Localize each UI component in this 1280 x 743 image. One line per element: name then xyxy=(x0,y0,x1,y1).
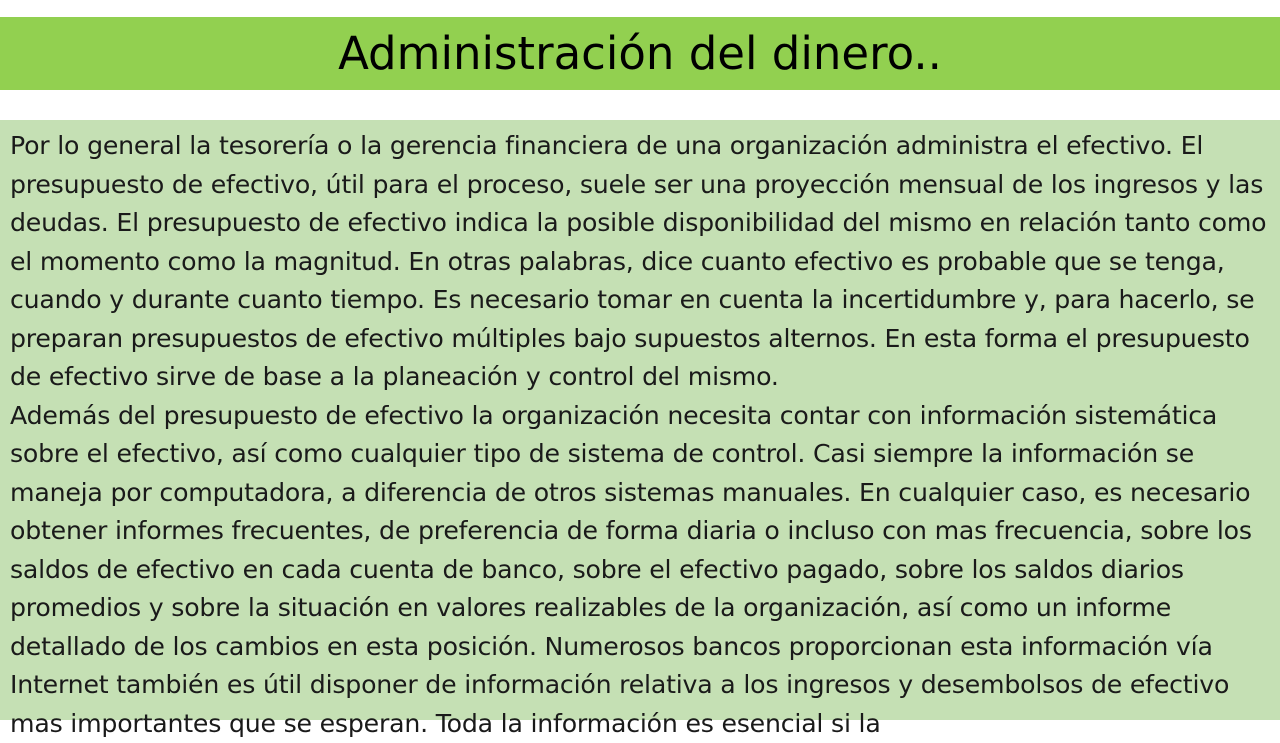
paragraph-1: Por lo general la tesorería o la gerencia financiera de una organización administra el efectivo. El presupuesto de efectivo, útil para el proceso, suele ser una proyección mensual de los ingresos y las deudas. El presupuesto de efectivo indica la posible disponibilidad del mismo en relación tanto como el momento como la magnitud. En otras palabras, dice cuanto efectivo es probable que se tenga, cuando y durante cuanto tiempo. Es necesario tomar en cuenta la incertidumbre y, para hacerlo, se preparan presupuestos de efectivo múltiples bajo supuestos alternos. En esta forma el presupuesto de efectivo sirve de base a la planeación y control del mismo. xyxy=(10,127,1274,397)
title-bar xyxy=(0,17,1280,90)
content-box xyxy=(0,120,1280,720)
paragraph-2: Además del presupuesto de efectivo la organización necesita contar con información sistemática sobre el efectivo, así como cualquier tipo de sistema de control. Casi siempre la información se maneja por computadora, a diferencia de otros sistemas manuales. En cualquier caso, es necesario obtener informes frecuentes, de preferencia de forma diaria o incluso con mas frecuencia, sobre los saldos de efectivo en cada cuenta de banco, sobre el efectivo pagado, sobre los saldos diarios promedios y sobre la situación en valores realizables de la organización, así como un informe detallado de los cambios en esta posición. Numerosos bancos proporcionan esta información vía Internet también es útil disponer de información relativa a los ingresos y desembolsos de efectivo mas importantes que se esperan. Toda la información es esencial si la xyxy=(10,397,1274,743)
slide-title: Administración del dinero.. xyxy=(338,31,942,76)
body-text xyxy=(10,127,1274,743)
